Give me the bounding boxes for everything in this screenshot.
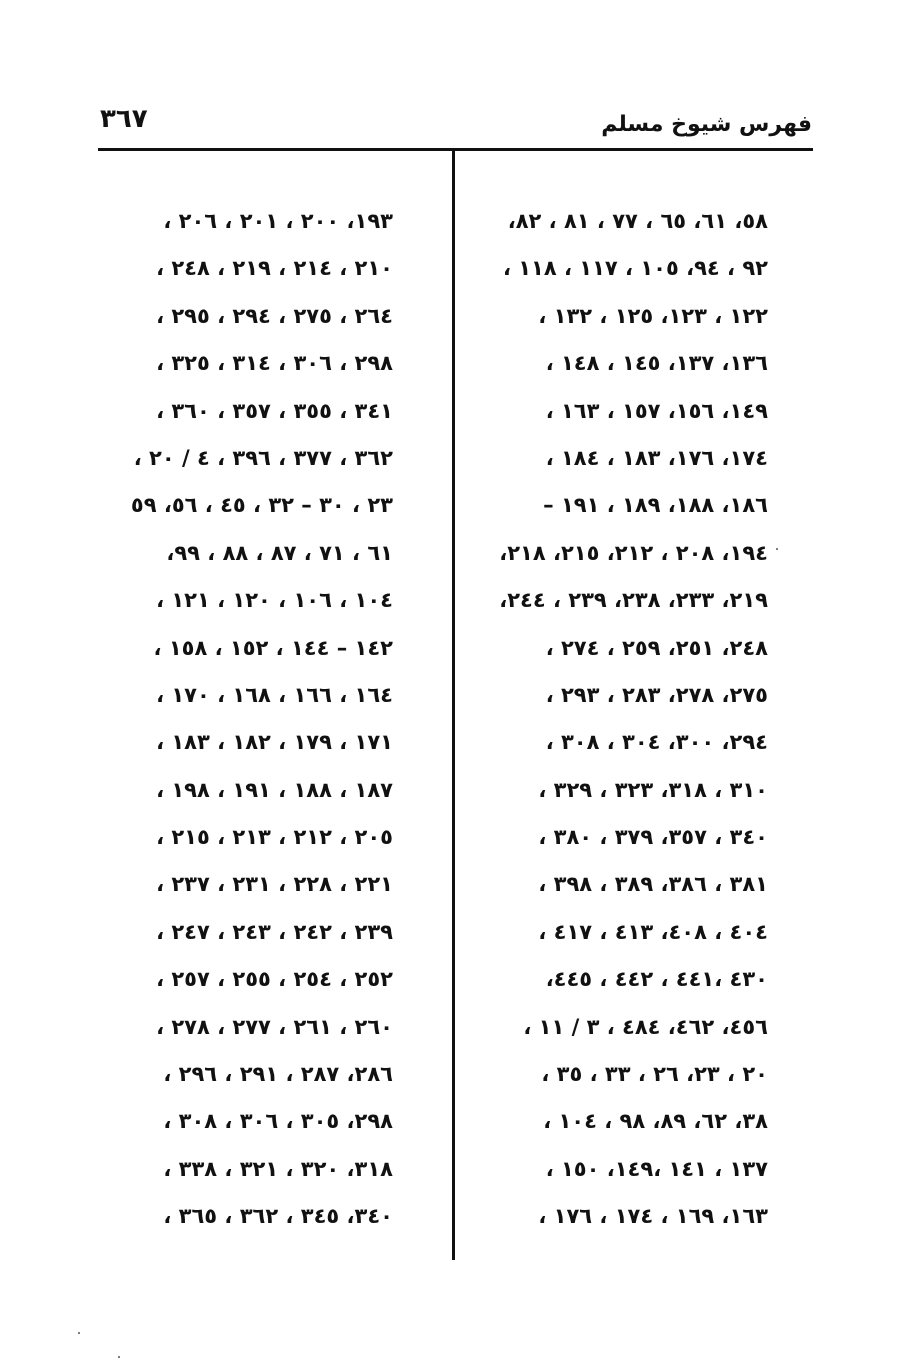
index-line: ٢٧٥، ٢٧٨، ٢٨٣ ، ٢٩٣ ، xyxy=(545,682,768,707)
index-line: ١٣٧ ، ١٤١ ،١٤٩، ١٥٠ ، xyxy=(545,1156,768,1181)
left-column xyxy=(83,198,393,1241)
index-line: ٦١ ، ٧١ ، ٨٧ ، ٨٨ ، ٩٩، xyxy=(166,540,393,565)
index-line: ٢٠٥ ، ٢١٢ ، ٢١٣ ، ٢١٥ ، xyxy=(156,825,393,850)
index-line: ١٦٣، ١٦٩ ، ١٧٤ ، ١٧٦ ، xyxy=(538,1204,768,1229)
index-line: ٣٨١ ، ٣٨٦، ٣٨٩ ، ٣٩٨ ، xyxy=(538,872,768,897)
index-line: ٢٤٨، ٢٥١، ٢٥٩ ، ٢٧٤ ، xyxy=(545,635,768,660)
index-line: ٢٥٢ ، ٢٥٤ ، ٢٥٥ ، ٢٥٧ ، xyxy=(156,967,393,992)
scan-speck xyxy=(118,1356,120,1358)
header-rule xyxy=(98,148,813,151)
index-line: ١٨٦، ١٨٨، ١٨٩ ، ١٩١ – xyxy=(543,493,768,518)
index-line: ٢٨٦، ٢٨٧ ، ٢٩١ ، ٢٩٦ ، xyxy=(163,1062,393,1087)
page-number: ٣٦٧ xyxy=(100,104,148,134)
index-line: ٢٢١ ، ٢٢٨ ، ٢٣١ ، ٢٣٧ ، xyxy=(156,872,393,897)
index-line: ٣٦٢ ، ٣٧٧ ، ٣٩٦ ، ٤ / ٢٠ ، xyxy=(133,445,393,470)
index-line: ٢٩٤، ٣٠٠، ٣٠٤ ، ٣٠٨ ، xyxy=(545,730,768,755)
index-line: ٢٦٤ ، ٢٧٥ ، ٢٩٤ ، ٢٩٥ ، xyxy=(156,303,393,328)
index-line: ٥٨، ٦١، ٦٥ ، ٧٧ ، ٨١ ، ٨٢، xyxy=(507,209,768,233)
running-header-title: فهرس شيوخ مسلم xyxy=(601,112,812,137)
index-line: ٩٢ ، ٩٤، ١٠٥ ، ١١٧ ، ١١٨ ، xyxy=(502,256,768,281)
index-line: ١٠٤ ، ١٠٦ ، ١٢٠ ، ١٢١ ، xyxy=(156,588,393,613)
index-line: ٤٥٦، ٤٦٢، ٤٨٤ ، ٣ / ١١ ، xyxy=(523,1014,768,1039)
index-line: ٣١٨، ٣٢٠ ، ٣٢١ ، ٣٣٨ ، xyxy=(163,1156,393,1181)
index-line: ١٧١ ، ١٧٩ ، ١٨٢ ، ١٨٣ ، xyxy=(156,730,393,755)
index-line: ٣١٠ ، ٣١٨، ٣٢٣ ، ٣٢٩ ، xyxy=(538,777,768,802)
column-divider xyxy=(452,150,455,1260)
index-line: ٢٣٩ ، ٢٤٢ ، ٢٤٣ ، ٢٤٧ ، xyxy=(156,919,393,944)
index-line: ١٧٤، ١٧٦، ١٨٣ ، ١٨٤ ، xyxy=(545,445,768,470)
index-line: ٢٠ ، ٢٣، ٢٦ ، ٣٣ ، ٣٥ ، xyxy=(541,1062,768,1087)
index-line: ٤٣٠ ،٤٤١ ، ٤٤٢ ، ٤٤٥، xyxy=(545,967,768,992)
index-line: ١٤٢ – ١٤٤ ، ١٥٢ ، ١٥٨ ، xyxy=(153,635,393,660)
scan-speck xyxy=(78,1332,80,1334)
index-line: ١٩٣، ٢٠٠ ، ٢٠١ ، ٢٠٦ ، xyxy=(163,209,393,233)
index-line: ١٨٧ ، ١٨٨ ، ١٩١ ، ١٩٨ ، xyxy=(156,777,393,802)
index-line: ٣٨، ٦٢، ٨٩، ٩٨ ، ١٠٤ ، xyxy=(543,1109,768,1134)
index-line: ٣٤٠ ، ٣٥٧، ٣٧٩ ، ٣٨٠ ، xyxy=(538,825,768,850)
index-line: ١٤٩، ١٥٦، ١٥٧ ، ١٦٣ ، xyxy=(545,398,768,423)
right-column xyxy=(458,198,768,1241)
index-line: ٢١٩، ٢٣٣، ٢٣٨، ٢٣٩ ، ٢٤٤، xyxy=(499,588,768,613)
index-line: ١٩٤، ٢٠٨ ، ٢١٢، ٢١٥، ٢١٨، xyxy=(499,540,768,565)
index-line: ٤٠٤ ، ٤٠٨، ٤١٣ ، ٤١٧ ، xyxy=(538,919,768,944)
index-line: ٣٤٠، ٣٤٥ ، ٣٦٢ ، ٣٦٥ ، xyxy=(163,1204,393,1229)
index-line: ١٦٤ ، ١٦٦ ، ١٦٨ ، ١٧٠ ، xyxy=(156,682,393,707)
index-line: ٢١٠ ، ٢١٤ ، ٢١٩ ، ٢٤٨ ، xyxy=(156,256,393,281)
index-line: ٢٩٨ ، ٣٠٦ ، ٣١٤ ، ٣٢٥ ، xyxy=(156,351,393,376)
index-line: ١٣٦، ١٣٧، ١٤٥ ، ١٤٨ ، xyxy=(545,351,768,376)
index-line: ٢٣ ، ٣٠ – ٣٢ ، ٤٥ ، ٥٦، ٥٩ xyxy=(130,493,393,518)
index-line: ٢٦٠ ، ٢٦١ ، ٢٧٧ ، ٢٧٨ ، xyxy=(156,1014,393,1039)
index-line: ٣٤١ ، ٣٥٥ ، ٣٥٧ ، ٣٦٠ ، xyxy=(156,398,393,423)
index-line: ٢٩٨، ٣٠٥ ، ٣٠٦ ، ٣٠٨ ، xyxy=(163,1109,393,1134)
scan-speck xyxy=(776,548,778,550)
index-line: ١٢٢ ، ١٢٣، ١٢٥ ، ١٣٢ ، xyxy=(538,303,768,328)
